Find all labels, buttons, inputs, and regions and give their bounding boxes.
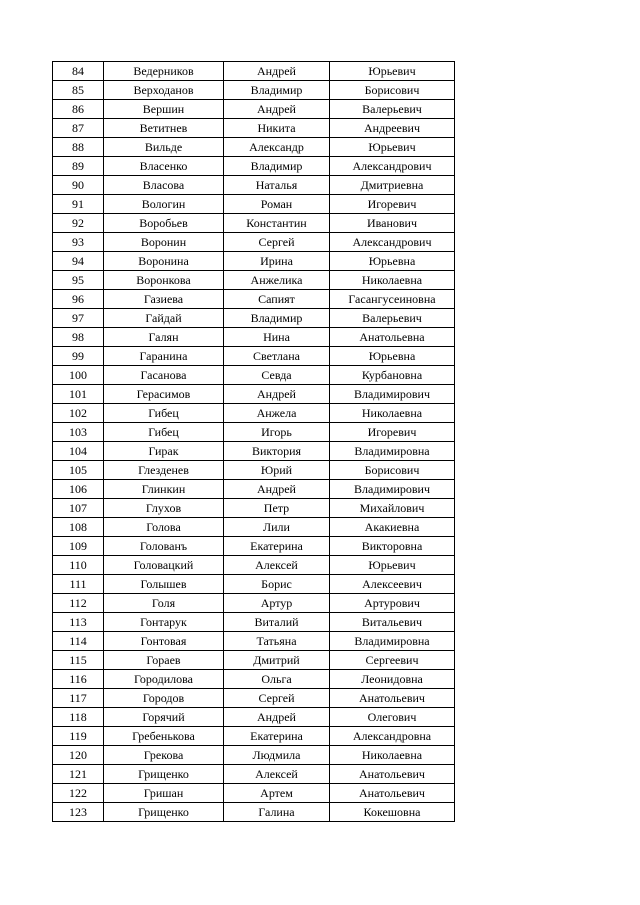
table-row: [53, 138, 455, 157]
table-row: [53, 62, 455, 81]
row-number-cell: 86: [53, 100, 104, 119]
table-row: [53, 100, 455, 119]
last-name-cell: Гибец: [104, 404, 224, 423]
patronymic-cell: Витальевич: [330, 613, 455, 632]
first-name-cell: Лили: [224, 518, 330, 537]
row-number-cell: 104: [53, 442, 104, 461]
row-number-cell: 123: [53, 803, 104, 822]
row-number-cell: 93: [53, 233, 104, 252]
patronymic-cell: Сергеевич: [330, 651, 455, 670]
first-name-cell: Анжела: [224, 404, 330, 423]
table-row: [53, 81, 455, 100]
table-row: [53, 499, 455, 518]
patronymic-cell: Викторовна: [330, 537, 455, 556]
last-name-cell: Гришан: [104, 784, 224, 803]
row-number-cell: 109: [53, 537, 104, 556]
table-row: [53, 594, 455, 613]
first-name-cell: Дмитрий: [224, 651, 330, 670]
row-number-cell: 114: [53, 632, 104, 651]
row-number-cell: 119: [53, 727, 104, 746]
last-name-cell: Верходанов: [104, 81, 224, 100]
row-number-cell: 91: [53, 195, 104, 214]
patronymic-cell: Анатольевич: [330, 689, 455, 708]
table-row: [53, 195, 455, 214]
table-row: [53, 613, 455, 632]
first-name-cell: Владимир: [224, 157, 330, 176]
first-name-cell: Татьяна: [224, 632, 330, 651]
last-name-cell: Голова: [104, 518, 224, 537]
table-row: [53, 575, 455, 594]
patronymic-cell: Артурович: [330, 594, 455, 613]
first-name-cell: Сергей: [224, 689, 330, 708]
names-table: [52, 61, 455, 822]
last-name-cell: Головацкий: [104, 556, 224, 575]
first-name-cell: Наталья: [224, 176, 330, 195]
table-row: [53, 537, 455, 556]
row-number-cell: 95: [53, 271, 104, 290]
first-name-cell: Севда: [224, 366, 330, 385]
last-name-cell: Вологин: [104, 195, 224, 214]
table-row: [53, 556, 455, 575]
first-name-cell: Сапият: [224, 290, 330, 309]
patronymic-cell: Борисович: [330, 81, 455, 100]
row-number-cell: 84: [53, 62, 104, 81]
row-number-cell: 94: [53, 252, 104, 271]
table-row: [53, 290, 455, 309]
first-name-cell: Александр: [224, 138, 330, 157]
table-row: [53, 423, 455, 442]
last-name-cell: Горячий: [104, 708, 224, 727]
last-name-cell: Голованъ: [104, 537, 224, 556]
first-name-cell: Андрей: [224, 480, 330, 499]
last-name-cell: Вершин: [104, 100, 224, 119]
row-number-cell: 110: [53, 556, 104, 575]
first-name-cell: Артем: [224, 784, 330, 803]
row-number-cell: 100: [53, 366, 104, 385]
last-name-cell: Гаранина: [104, 347, 224, 366]
patronymic-cell: Владимирович: [330, 480, 455, 499]
patronymic-cell: Владимировна: [330, 632, 455, 651]
table-row: [53, 119, 455, 138]
first-name-cell: Нина: [224, 328, 330, 347]
patronymic-cell: Андреевич: [330, 119, 455, 138]
first-name-cell: Петр: [224, 499, 330, 518]
last-name-cell: Воронкова: [104, 271, 224, 290]
last-name-cell: Ведерников: [104, 62, 224, 81]
row-number-cell: 120: [53, 746, 104, 765]
last-name-cell: Грищенко: [104, 765, 224, 784]
first-name-cell: Роман: [224, 195, 330, 214]
last-name-cell: Голя: [104, 594, 224, 613]
first-name-cell: Андрей: [224, 385, 330, 404]
row-number-cell: 89: [53, 157, 104, 176]
table-row: [53, 651, 455, 670]
table-row: [53, 271, 455, 290]
first-name-cell: Светлана: [224, 347, 330, 366]
table-row: [53, 347, 455, 366]
row-number-cell: 97: [53, 309, 104, 328]
first-name-cell: Владимир: [224, 309, 330, 328]
last-name-cell: Герасимов: [104, 385, 224, 404]
patronymic-cell: Юрьевич: [330, 556, 455, 575]
last-name-cell: Гайдай: [104, 309, 224, 328]
row-number-cell: 103: [53, 423, 104, 442]
table-row: [53, 366, 455, 385]
patronymic-cell: Дмитриевна: [330, 176, 455, 195]
patronymic-cell: Игоревич: [330, 195, 455, 214]
row-number-cell: 112: [53, 594, 104, 613]
row-number-cell: 85: [53, 81, 104, 100]
row-number-cell: 87: [53, 119, 104, 138]
table-row: [53, 252, 455, 271]
last-name-cell: Гонтовая: [104, 632, 224, 651]
table-row: [53, 632, 455, 651]
patronymic-cell: Иванович: [330, 214, 455, 233]
table-row: [53, 727, 455, 746]
patronymic-cell: Анатольевич: [330, 784, 455, 803]
last-name-cell: Гонтарук: [104, 613, 224, 632]
row-number-cell: 108: [53, 518, 104, 537]
first-name-cell: Алексей: [224, 765, 330, 784]
last-name-cell: Глухов: [104, 499, 224, 518]
last-name-cell: Воронин: [104, 233, 224, 252]
row-number-cell: 98: [53, 328, 104, 347]
last-name-cell: Голышев: [104, 575, 224, 594]
last-name-cell: Гибец: [104, 423, 224, 442]
first-name-cell: Андрей: [224, 100, 330, 119]
patronymic-cell: Борисович: [330, 461, 455, 480]
patronymic-cell: Юрьевич: [330, 138, 455, 157]
row-number-cell: 92: [53, 214, 104, 233]
last-name-cell: Галян: [104, 328, 224, 347]
row-number-cell: 111: [53, 575, 104, 594]
patronymic-cell: Валерьевич: [330, 100, 455, 119]
row-number-cell: 90: [53, 176, 104, 195]
last-name-cell: Гирак: [104, 442, 224, 461]
table-row: [53, 708, 455, 727]
row-number-cell: 102: [53, 404, 104, 423]
table-body: [53, 62, 455, 822]
patronymic-cell: Олегович: [330, 708, 455, 727]
patronymic-cell: Валерьевич: [330, 309, 455, 328]
last-name-cell: Грищенко: [104, 803, 224, 822]
table-row: [53, 233, 455, 252]
first-name-cell: Алексей: [224, 556, 330, 575]
patronymic-cell: Алексеевич: [330, 575, 455, 594]
last-name-cell: Гасанова: [104, 366, 224, 385]
patronymic-cell: Александровна: [330, 727, 455, 746]
first-name-cell: Юрий: [224, 461, 330, 480]
last-name-cell: Ветитнев: [104, 119, 224, 138]
table-row: [53, 176, 455, 195]
patronymic-cell: Гасангусеиновна: [330, 290, 455, 309]
patronymic-cell: Анатольевна: [330, 328, 455, 347]
first-name-cell: Галина: [224, 803, 330, 822]
row-number-cell: 99: [53, 347, 104, 366]
patronymic-cell: Курбановна: [330, 366, 455, 385]
row-number-cell: 113: [53, 613, 104, 632]
first-name-cell: Артур: [224, 594, 330, 613]
first-name-cell: Сергей: [224, 233, 330, 252]
row-number-cell: 105: [53, 461, 104, 480]
row-number-cell: 118: [53, 708, 104, 727]
table-row: [53, 803, 455, 822]
table-row: [53, 442, 455, 461]
patronymic-cell: Александрович: [330, 233, 455, 252]
row-number-cell: 107: [53, 499, 104, 518]
patronymic-cell: Игоревич: [330, 423, 455, 442]
row-number-cell: 101: [53, 385, 104, 404]
first-name-cell: Ольга: [224, 670, 330, 689]
last-name-cell: Городов: [104, 689, 224, 708]
patronymic-cell: Кокешовна: [330, 803, 455, 822]
last-name-cell: Воронина: [104, 252, 224, 271]
last-name-cell: Вильде: [104, 138, 224, 157]
first-name-cell: Екатерина: [224, 537, 330, 556]
first-name-cell: Борис: [224, 575, 330, 594]
last-name-cell: Воробьев: [104, 214, 224, 233]
last-name-cell: Городилова: [104, 670, 224, 689]
row-number-cell: 88: [53, 138, 104, 157]
last-name-cell: Гораев: [104, 651, 224, 670]
first-name-cell: Никита: [224, 119, 330, 138]
last-name-cell: Власова: [104, 176, 224, 195]
patronymic-cell: Николаевна: [330, 404, 455, 423]
row-number-cell: 117: [53, 689, 104, 708]
row-number-cell: 121: [53, 765, 104, 784]
patronymic-cell: Николаевна: [330, 271, 455, 290]
table-row: [53, 461, 455, 480]
table-row: [53, 689, 455, 708]
first-name-cell: Екатерина: [224, 727, 330, 746]
patronymic-cell: Николаевна: [330, 746, 455, 765]
table-row: [53, 385, 455, 404]
table-row: [53, 214, 455, 233]
table-row: [53, 670, 455, 689]
last-name-cell: Глезденев: [104, 461, 224, 480]
first-name-cell: Виталий: [224, 613, 330, 632]
table-row: [53, 784, 455, 803]
last-name-cell: Газиева: [104, 290, 224, 309]
patronymic-cell: Михайлович: [330, 499, 455, 518]
row-number-cell: 116: [53, 670, 104, 689]
first-name-cell: Виктория: [224, 442, 330, 461]
patronymic-cell: Юрьевич: [330, 62, 455, 81]
patronymic-cell: Анатольевич: [330, 765, 455, 784]
first-name-cell: Андрей: [224, 62, 330, 81]
patronymic-cell: Юрьевна: [330, 252, 455, 271]
first-name-cell: Андрей: [224, 708, 330, 727]
patronymic-cell: Александрович: [330, 157, 455, 176]
first-name-cell: Анжелика: [224, 271, 330, 290]
first-name-cell: Ирина: [224, 252, 330, 271]
patronymic-cell: Владимирович: [330, 385, 455, 404]
patronymic-cell: Владимировна: [330, 442, 455, 461]
last-name-cell: Глинкин: [104, 480, 224, 499]
table-row: [53, 328, 455, 347]
table-row: [53, 765, 455, 784]
patronymic-cell: Юрьевна: [330, 347, 455, 366]
table-row: [53, 746, 455, 765]
first-name-cell: Игорь: [224, 423, 330, 442]
last-name-cell: Власенко: [104, 157, 224, 176]
last-name-cell: Грекова: [104, 746, 224, 765]
first-name-cell: Людмила: [224, 746, 330, 765]
row-number-cell: 122: [53, 784, 104, 803]
first-name-cell: Владимир: [224, 81, 330, 100]
patronymic-cell: Леонидовна: [330, 670, 455, 689]
row-number-cell: 106: [53, 480, 104, 499]
table-row: [53, 157, 455, 176]
table-row: [53, 404, 455, 423]
table-row: [53, 518, 455, 537]
patronymic-cell: Акакиевна: [330, 518, 455, 537]
first-name-cell: Константин: [224, 214, 330, 233]
table-row: [53, 480, 455, 499]
last-name-cell: Гребенькова: [104, 727, 224, 746]
row-number-cell: 115: [53, 651, 104, 670]
table-row: [53, 309, 455, 328]
row-number-cell: 96: [53, 290, 104, 309]
